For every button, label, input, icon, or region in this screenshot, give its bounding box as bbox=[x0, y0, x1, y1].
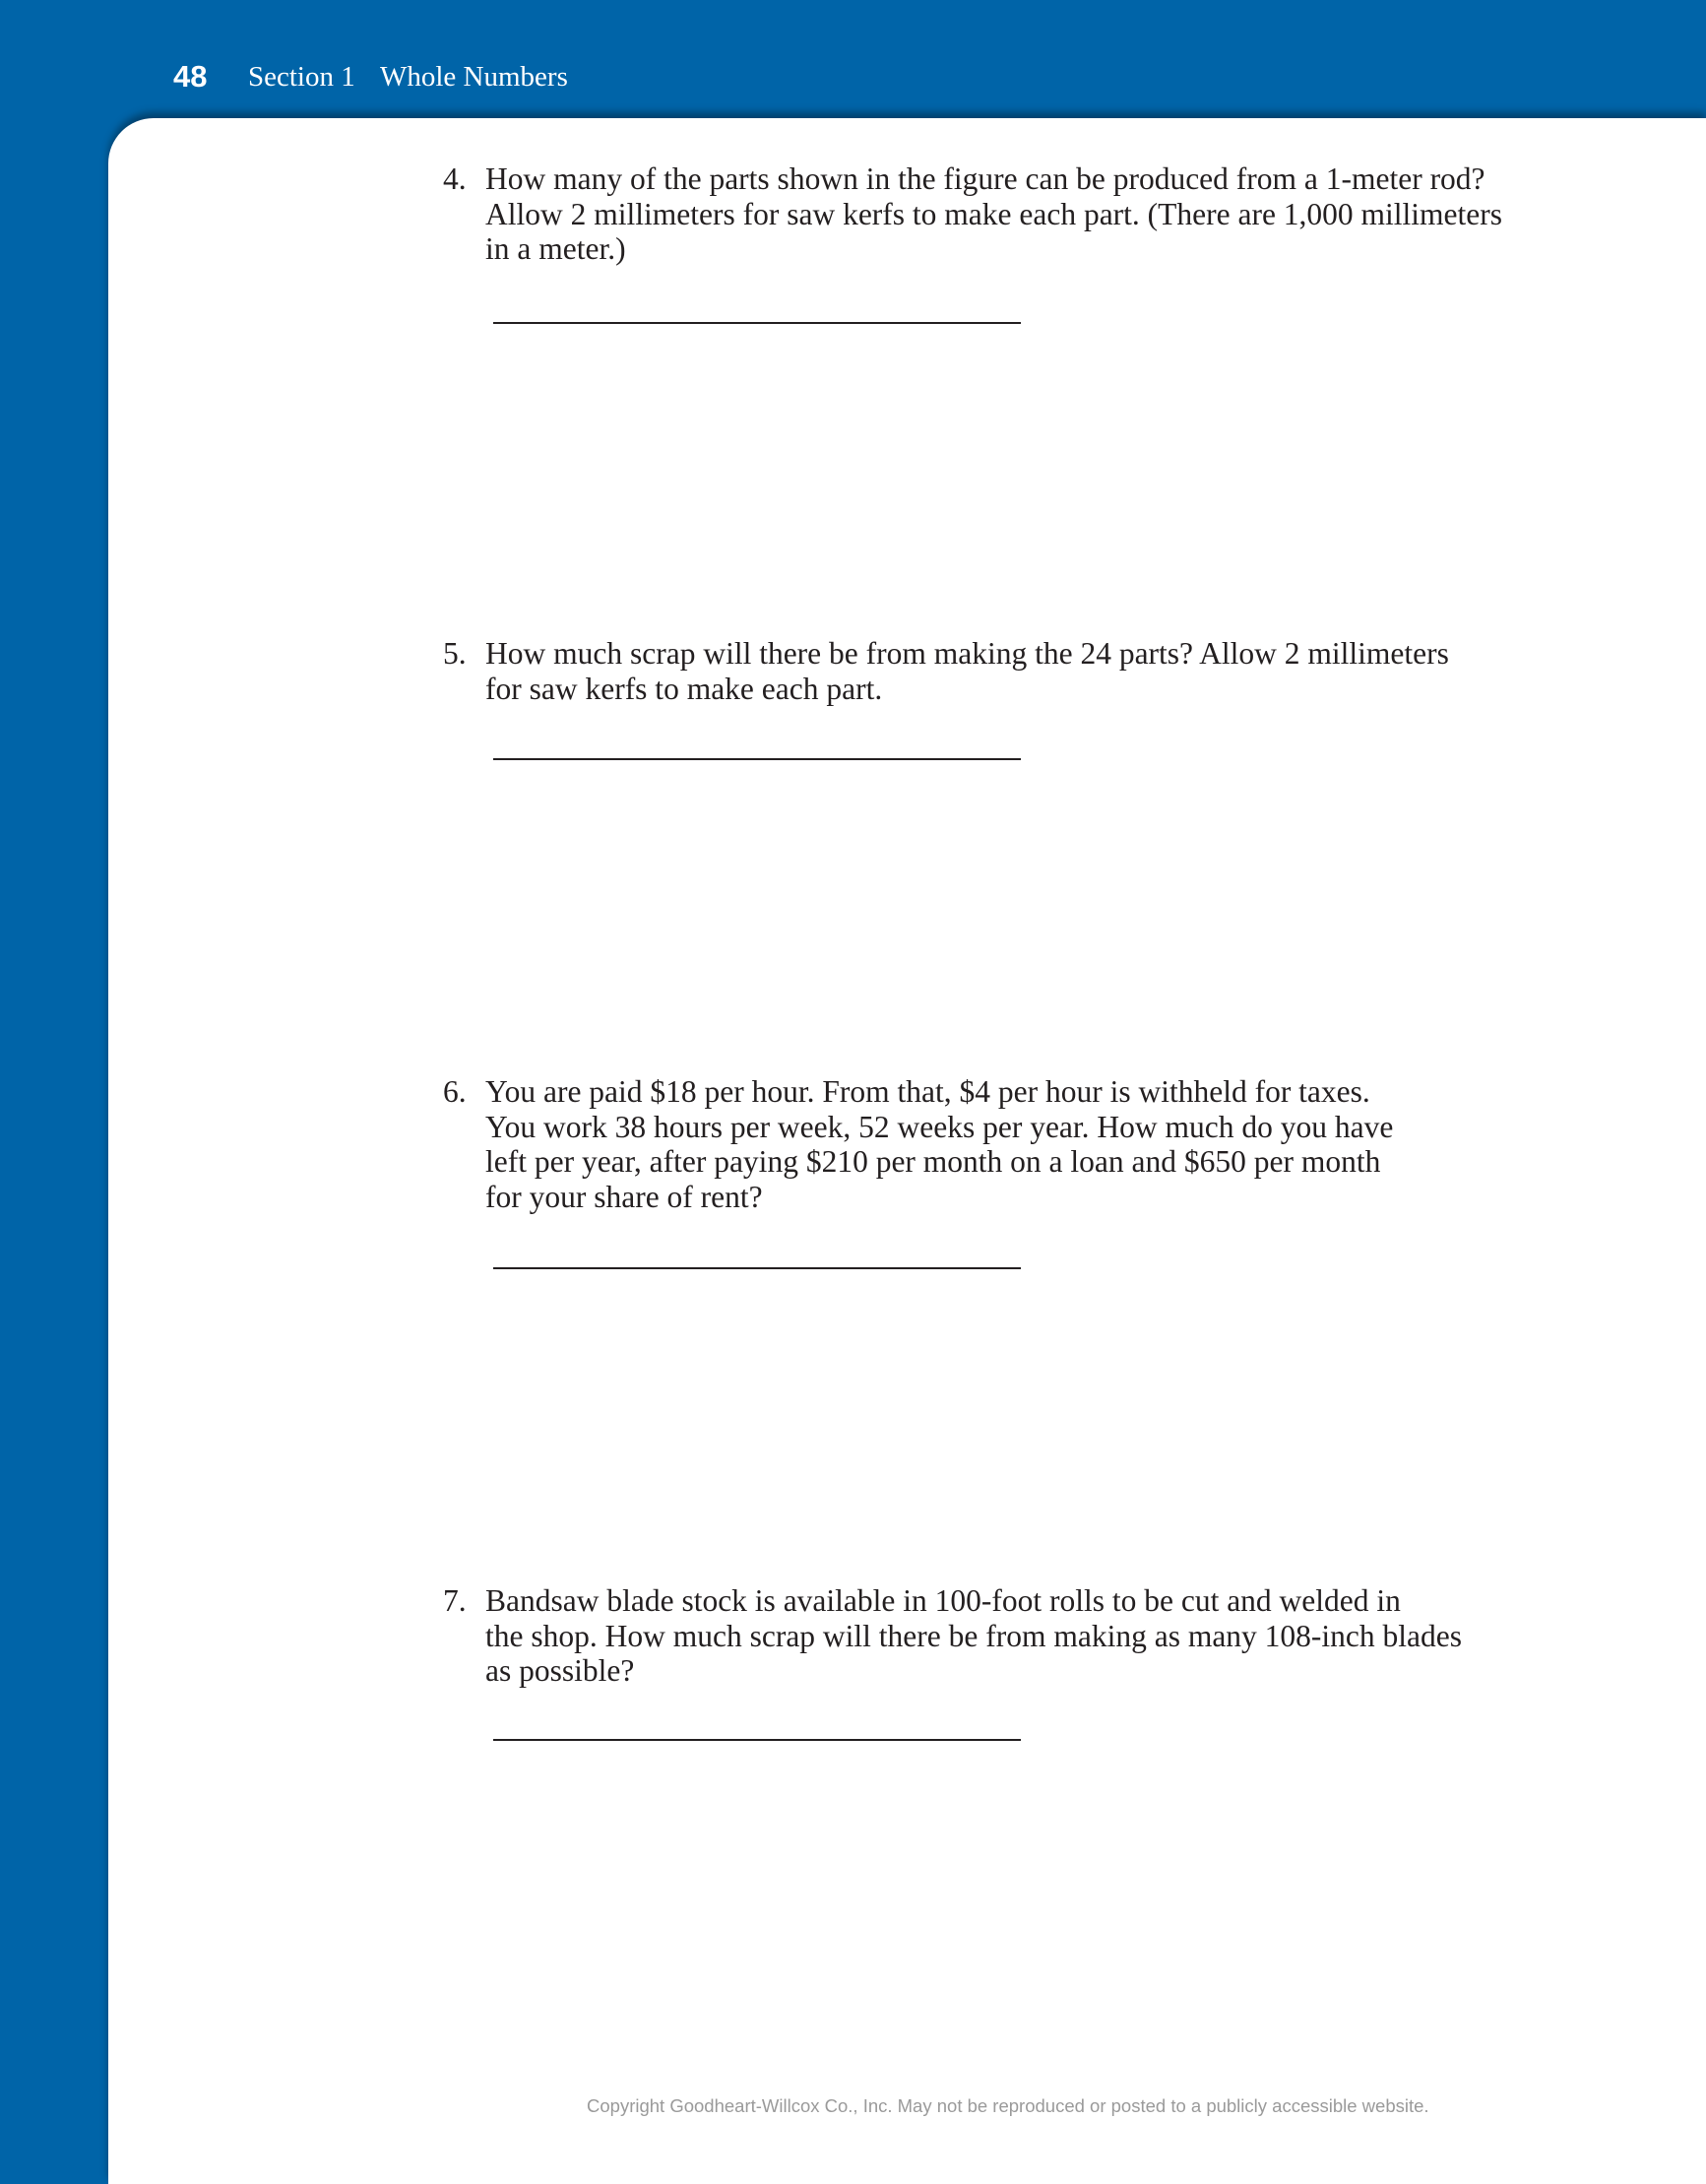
question-number: 6. bbox=[443, 1074, 467, 1109]
question-text: How many of the parts shown in the figure can be produced from a 1-meter rod? Allow 2 millimeters for saw kerfs to make each part. (There are 1,000 millimeters in a meter.) bbox=[485, 161, 1503, 266]
question-number: 7. bbox=[443, 1583, 467, 1618]
question-number: 5. bbox=[443, 636, 467, 671]
question-text: Bandsaw blade stock is available in 100-foot rolls to be cut and welded in the shop. How much scrap will there be from making as many 108-inch blades as possible? bbox=[485, 1583, 1463, 1688]
question-4 bbox=[443, 161, 1516, 267]
answer-line-7[interactable] bbox=[493, 1739, 1021, 1741]
question-6 bbox=[443, 1074, 1516, 1214]
chapter-title: Whole Numbers bbox=[380, 61, 568, 93]
copyright-notice: Copyright Goodheart-Willcox Co., Inc. May not be reproduced or posted to a publicly accessible website. bbox=[587, 2095, 1429, 2116]
question-number: 4. bbox=[443, 161, 467, 196]
question-text: How much scrap will there be from making the 24 parts? Allow 2 millimeters for saw kerfs to make each part. bbox=[485, 636, 1449, 706]
question-5 bbox=[443, 636, 1516, 706]
answer-line-4[interactable] bbox=[493, 322, 1021, 324]
section-label: Section 1 bbox=[248, 61, 355, 93]
page-number: 48 bbox=[173, 59, 208, 94]
question-text: You are paid $18 per hour. From that, $4 per hour is withheld for taxes. You work 38 hours per week, 52 weeks per year. How much do you have left per year, after paying $210 per month on a loan and $650 per month for your share of rent? bbox=[485, 1074, 1394, 1214]
answer-line-6[interactable] bbox=[493, 1267, 1021, 1269]
question-7 bbox=[443, 1583, 1516, 1689]
answer-line-5[interactable] bbox=[493, 758, 1021, 760]
